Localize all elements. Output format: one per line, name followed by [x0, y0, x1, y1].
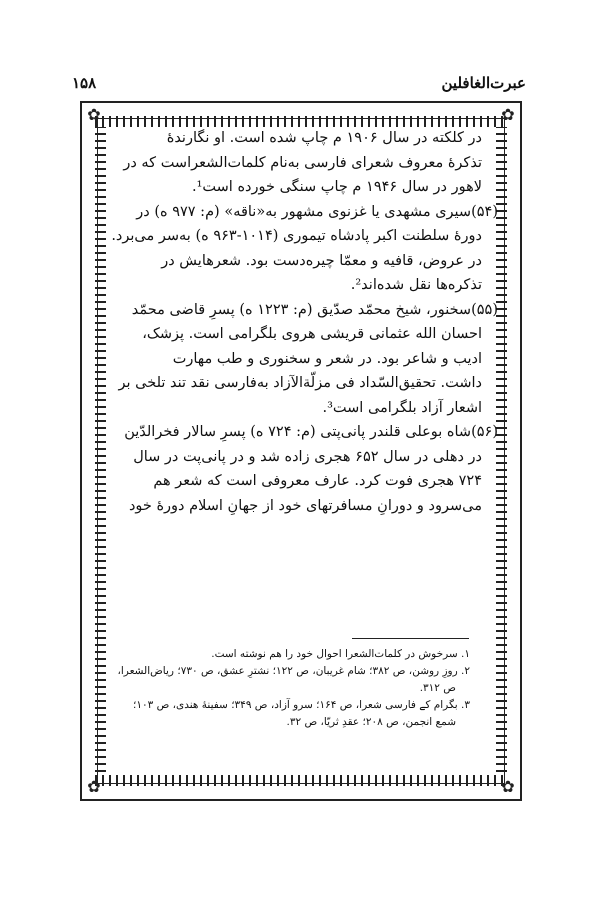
entry-54-line: (۵۴)سیری مشهدی یا غزنوی مشهور به«ناقه» (م: ۹۷۷ ه) در — [136, 203, 498, 220]
text-line: ادیب و شاعر بود. در شعر و سخنوری و طب مهارت — [172, 350, 482, 367]
running-header — [72, 74, 526, 96]
corner-ornament-icon: ✿ — [501, 777, 515, 796]
footnotes — [110, 646, 470, 731]
footnote-2: ۲. روزِ روشن، ص ۳۸۲؛ شام غریبان، ص ۱۲۲؛ نشترِ عشق، ص ۷۳۰؛ ریاض‌الشعرا، — [117, 665, 470, 677]
entry-56-line: (۵۶)شاه بوعلی قلندر پانی‌پتی (م: ۷۲۴ ه) پسرِ سالار فخرالدّین — [124, 424, 498, 440]
page-number: ۱۵۸ — [72, 74, 97, 92]
text-line: در کلکته در سال ۱۹۰۶ م چاپ شده است. او نگارندهٔ — [166, 130, 482, 146]
corner-ornament-icon: ✿ — [87, 777, 101, 796]
text-line: ۷۲۴ هجری فوت کرد. عارف معروفی است که شعر هم — [153, 473, 482, 489]
text-line: احسان الله عثمانی قریشی هروی بلگرامی است. پزشک، — [142, 326, 482, 342]
footnote-1: ۱. سرخوش در کلمات‌الشعرا احوال خود را هم نوشته است. — [211, 648, 470, 660]
corner-ornament-icon: ✿ — [501, 105, 515, 124]
text-line: داشت. تحقیق‌السّداد فی مزلّة‌الآزاد به‌فارسی نقد تند تلخی بر — [118, 375, 482, 391]
text-line: در عروض، قافیه و معمّا چیره‌دست بود. شعرهایش در — [161, 252, 482, 269]
text-line: می‌سرود و دورانِ مسافرتهای خود از جهانِ اسلام دورهٔ خود — [128, 497, 482, 514]
main-text — [104, 126, 498, 518]
text-line: لاهور در سال ۱۹۴۶ م چاپ سنگی خورده است¹. — [191, 179, 482, 195]
footnote-2-cont: ص ۳۱۲. — [419, 682, 456, 694]
entry-55-line: (۵۵)سخنور، شیخ محمّد صدّیق (م: ۱۲۲۳ ه) پسرِ قاضی محمّد — [131, 301, 498, 318]
text-line: اشعار آزاد بلگرامی است³. — [322, 399, 482, 416]
text-line: تذکره‌ها نقل شده‌اند². — [350, 277, 482, 293]
book-title: عبرت‌الغافلین — [441, 74, 526, 92]
footnote-3: ۳. بگرام کے فارسی شعرا، ص ۱۶۴؛ سرو آزاد، ص ۳۴۹؛ سفینهٔ هندی، ص ۱۰۳؛ — [132, 699, 470, 711]
footnote-3-cont: شمع انجمن، ص ۲۰۸؛ عقدِ ثریّا، ص ۳۲. — [286, 716, 456, 728]
text-line: در دهلی در سال ۶۵۲ هجری زاده شد و در پانی‌پت در سال — [133, 448, 482, 465]
text-line: دورهٔ سلطنت اکبر پادشاه تیموری (۱۰۱۴-۹۶۳ ه) به‌سر می‌برد. — [111, 228, 482, 244]
footnote-separator — [352, 638, 469, 639]
corner-ornament-icon: ✿ — [87, 105, 101, 124]
text-line: تذکرهٔ معروف شعرای فارسی به‌نام کلمات‌الشعراست که در — [123, 154, 482, 171]
